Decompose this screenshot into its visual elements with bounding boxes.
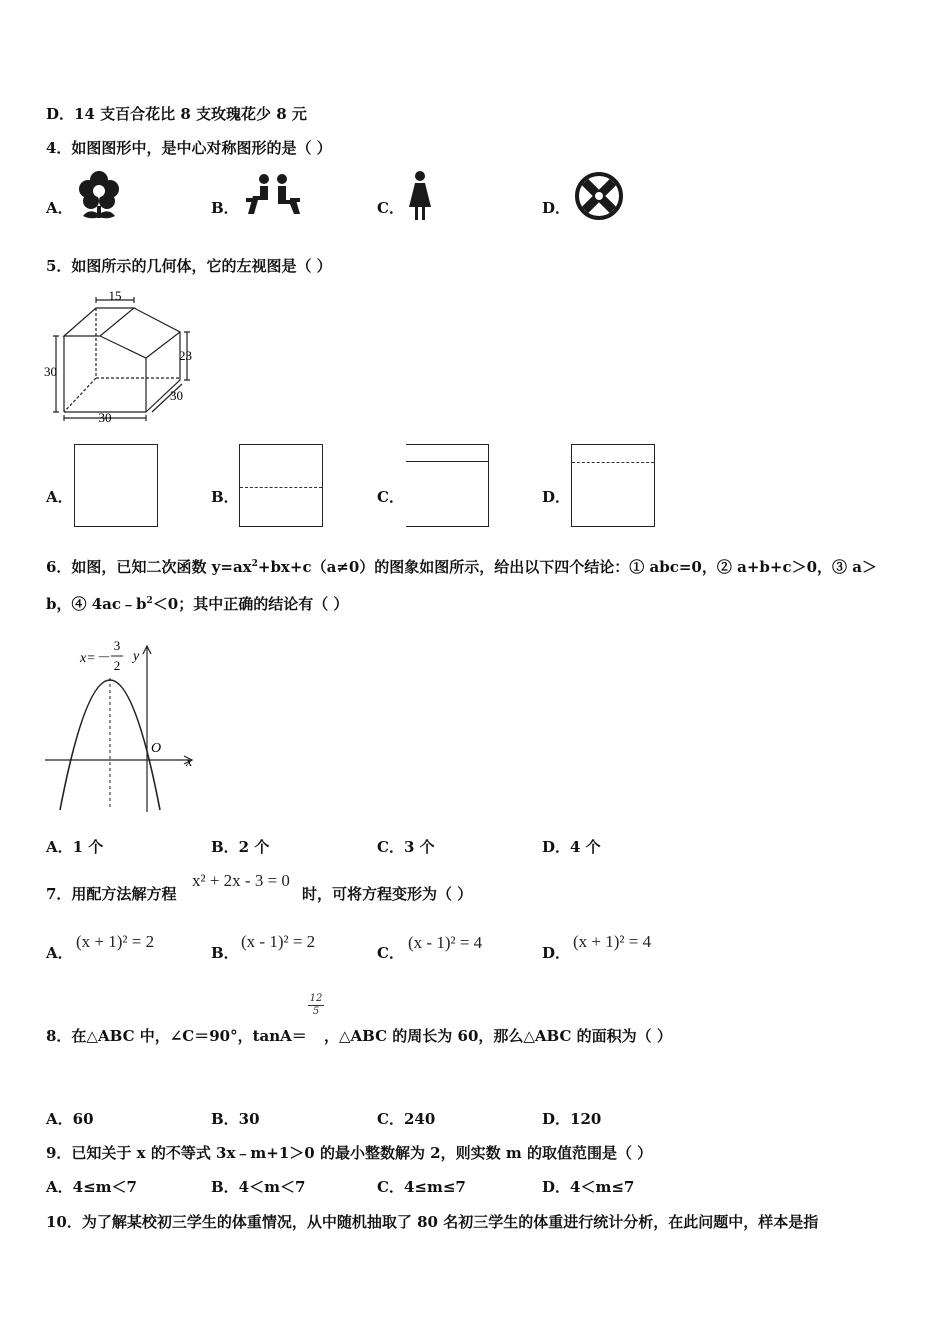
q5-dim-left: 30 <box>44 364 57 379</box>
q5-option-a-square <box>74 444 158 527</box>
q5-option-a-label: A． <box>46 488 73 506</box>
q5-dim-top: 15 <box>108 288 122 303</box>
solid-line <box>406 461 488 462</box>
dashed-line <box>240 487 322 488</box>
q6-frac-den: 2 <box>113 658 121 673</box>
q6-option-b: B．2 个 <box>211 838 270 856</box>
q5-option-d-square <box>571 444 655 527</box>
q6-option-c: C．3 个 <box>377 838 435 856</box>
two-people-sitting-icon <box>244 172 302 220</box>
q9-stem: 9．已知关于 x 的不等式 3x﹣m+1＞0 的最小整数解为 2，则实数 m 的取值范围是（ ） <box>46 1144 653 1162</box>
q7-option-a-label: A． <box>46 944 73 962</box>
q4-option-c-label: C． <box>377 199 404 217</box>
q7-equation: x² + 2x - 3 = 0 <box>192 871 290 890</box>
q5-option-b-square <box>239 444 323 527</box>
dashed-line <box>572 462 654 463</box>
q9-option-d: D．4＜m≤7 <box>542 1178 635 1196</box>
q8-stem-post: ，△ABC 的周长为 60，那么△ABC 的面积为（ ） <box>324 1027 672 1045</box>
q5-stem: 5．如图所示的几何体，它的左视图是（ ） <box>46 257 332 275</box>
q6-frac-num: 3 <box>113 638 121 653</box>
q6-option-d: D．4 个 <box>542 838 601 856</box>
q10-stem: 10．为了解某校初三学生的体重情况，从中随机抽取了 80 名初三学生的体重进行统计分析，在此问题中，样本是指 <box>46 1213 819 1231</box>
q5-option-d-label: D． <box>542 488 571 506</box>
q6-axis-eq: x=－ <box>80 651 110 666</box>
q7-option-a-expr: (x + 1)² = 2 <box>76 932 155 951</box>
q6-option-a: A．1 个 <box>46 838 104 856</box>
q5-dim-right: 23 <box>179 348 192 363</box>
q8-option-d: D．120 <box>542 1110 602 1128</box>
q4-stem: 4．如图图形中，是中心对称图形的是（ ） <box>46 139 332 157</box>
q7-option-c-label: C． <box>377 944 404 962</box>
q5-option-c-shape <box>406 444 489 527</box>
q7-stem-post: 时，可将方程变形为（ ） <box>302 885 473 903</box>
q8-option-b: B．30 <box>211 1110 260 1128</box>
q8-fraction: 12 5 <box>309 993 323 1017</box>
q8-option-a: A．60 <box>46 1110 94 1128</box>
q5-dim-bottom: 30 <box>98 410 112 425</box>
q9-option-c: C．4≤m≤7 <box>377 1178 466 1196</box>
q5-solid-figure <box>42 288 202 428</box>
q3-option-d: D．14 支百合花比 8 支玫瑰花少 8 元 <box>46 105 307 123</box>
q6-parabola-graph <box>40 632 210 816</box>
q7-option-c-expr: (x - 1)² = 4 <box>408 933 483 952</box>
woman-icon <box>406 170 434 222</box>
q6-stem-line1: 6．如图，已知二次函数 $y=ax^2+bx+c(a\ne 0)$的图象如图所示，给出以下四个结论：① abc=0，② a+b+c＞0，③ a＞ <box>46 558 877 576</box>
q5-option-b-label: B． <box>211 488 239 506</box>
q5-option-c-label: C． <box>377 488 404 506</box>
q6-x-label: x <box>186 755 193 770</box>
q6-stem-line2: b，④ $4ac﹣b^2<0$；其中正确的结论有（ ） <box>46 595 349 613</box>
q6-y-label: y <box>133 649 140 664</box>
q8-option-c: C．240 <box>377 1110 436 1128</box>
q9-option-b: B．4＜m＜7 <box>211 1178 306 1196</box>
q7-option-b-expr: (x - 1)² = 2 <box>241 932 316 951</box>
q7-option-b-label: B． <box>211 944 239 962</box>
q8-stem-pre: 8．在△ABC 中，∠C＝90°，tanA＝ <box>46 1027 307 1045</box>
q9-option-a: A．4≤m＜7 <box>46 1178 137 1196</box>
q5-dim-depth: 30 <box>170 388 183 403</box>
q7-option-d-expr: (x + 1)² = 4 <box>573 932 652 951</box>
flower-icon <box>77 170 121 222</box>
q4-option-a-label: A． <box>46 199 73 217</box>
q6-origin-label: O <box>151 741 162 756</box>
q7-option-d-label: D． <box>542 944 571 962</box>
x-circle-icon <box>574 172 624 220</box>
q7-stem-pre: 7．用配方法解方程 <box>46 885 177 903</box>
q4-option-b-label: B． <box>211 199 239 217</box>
q4-option-d-label: D． <box>542 199 571 217</box>
